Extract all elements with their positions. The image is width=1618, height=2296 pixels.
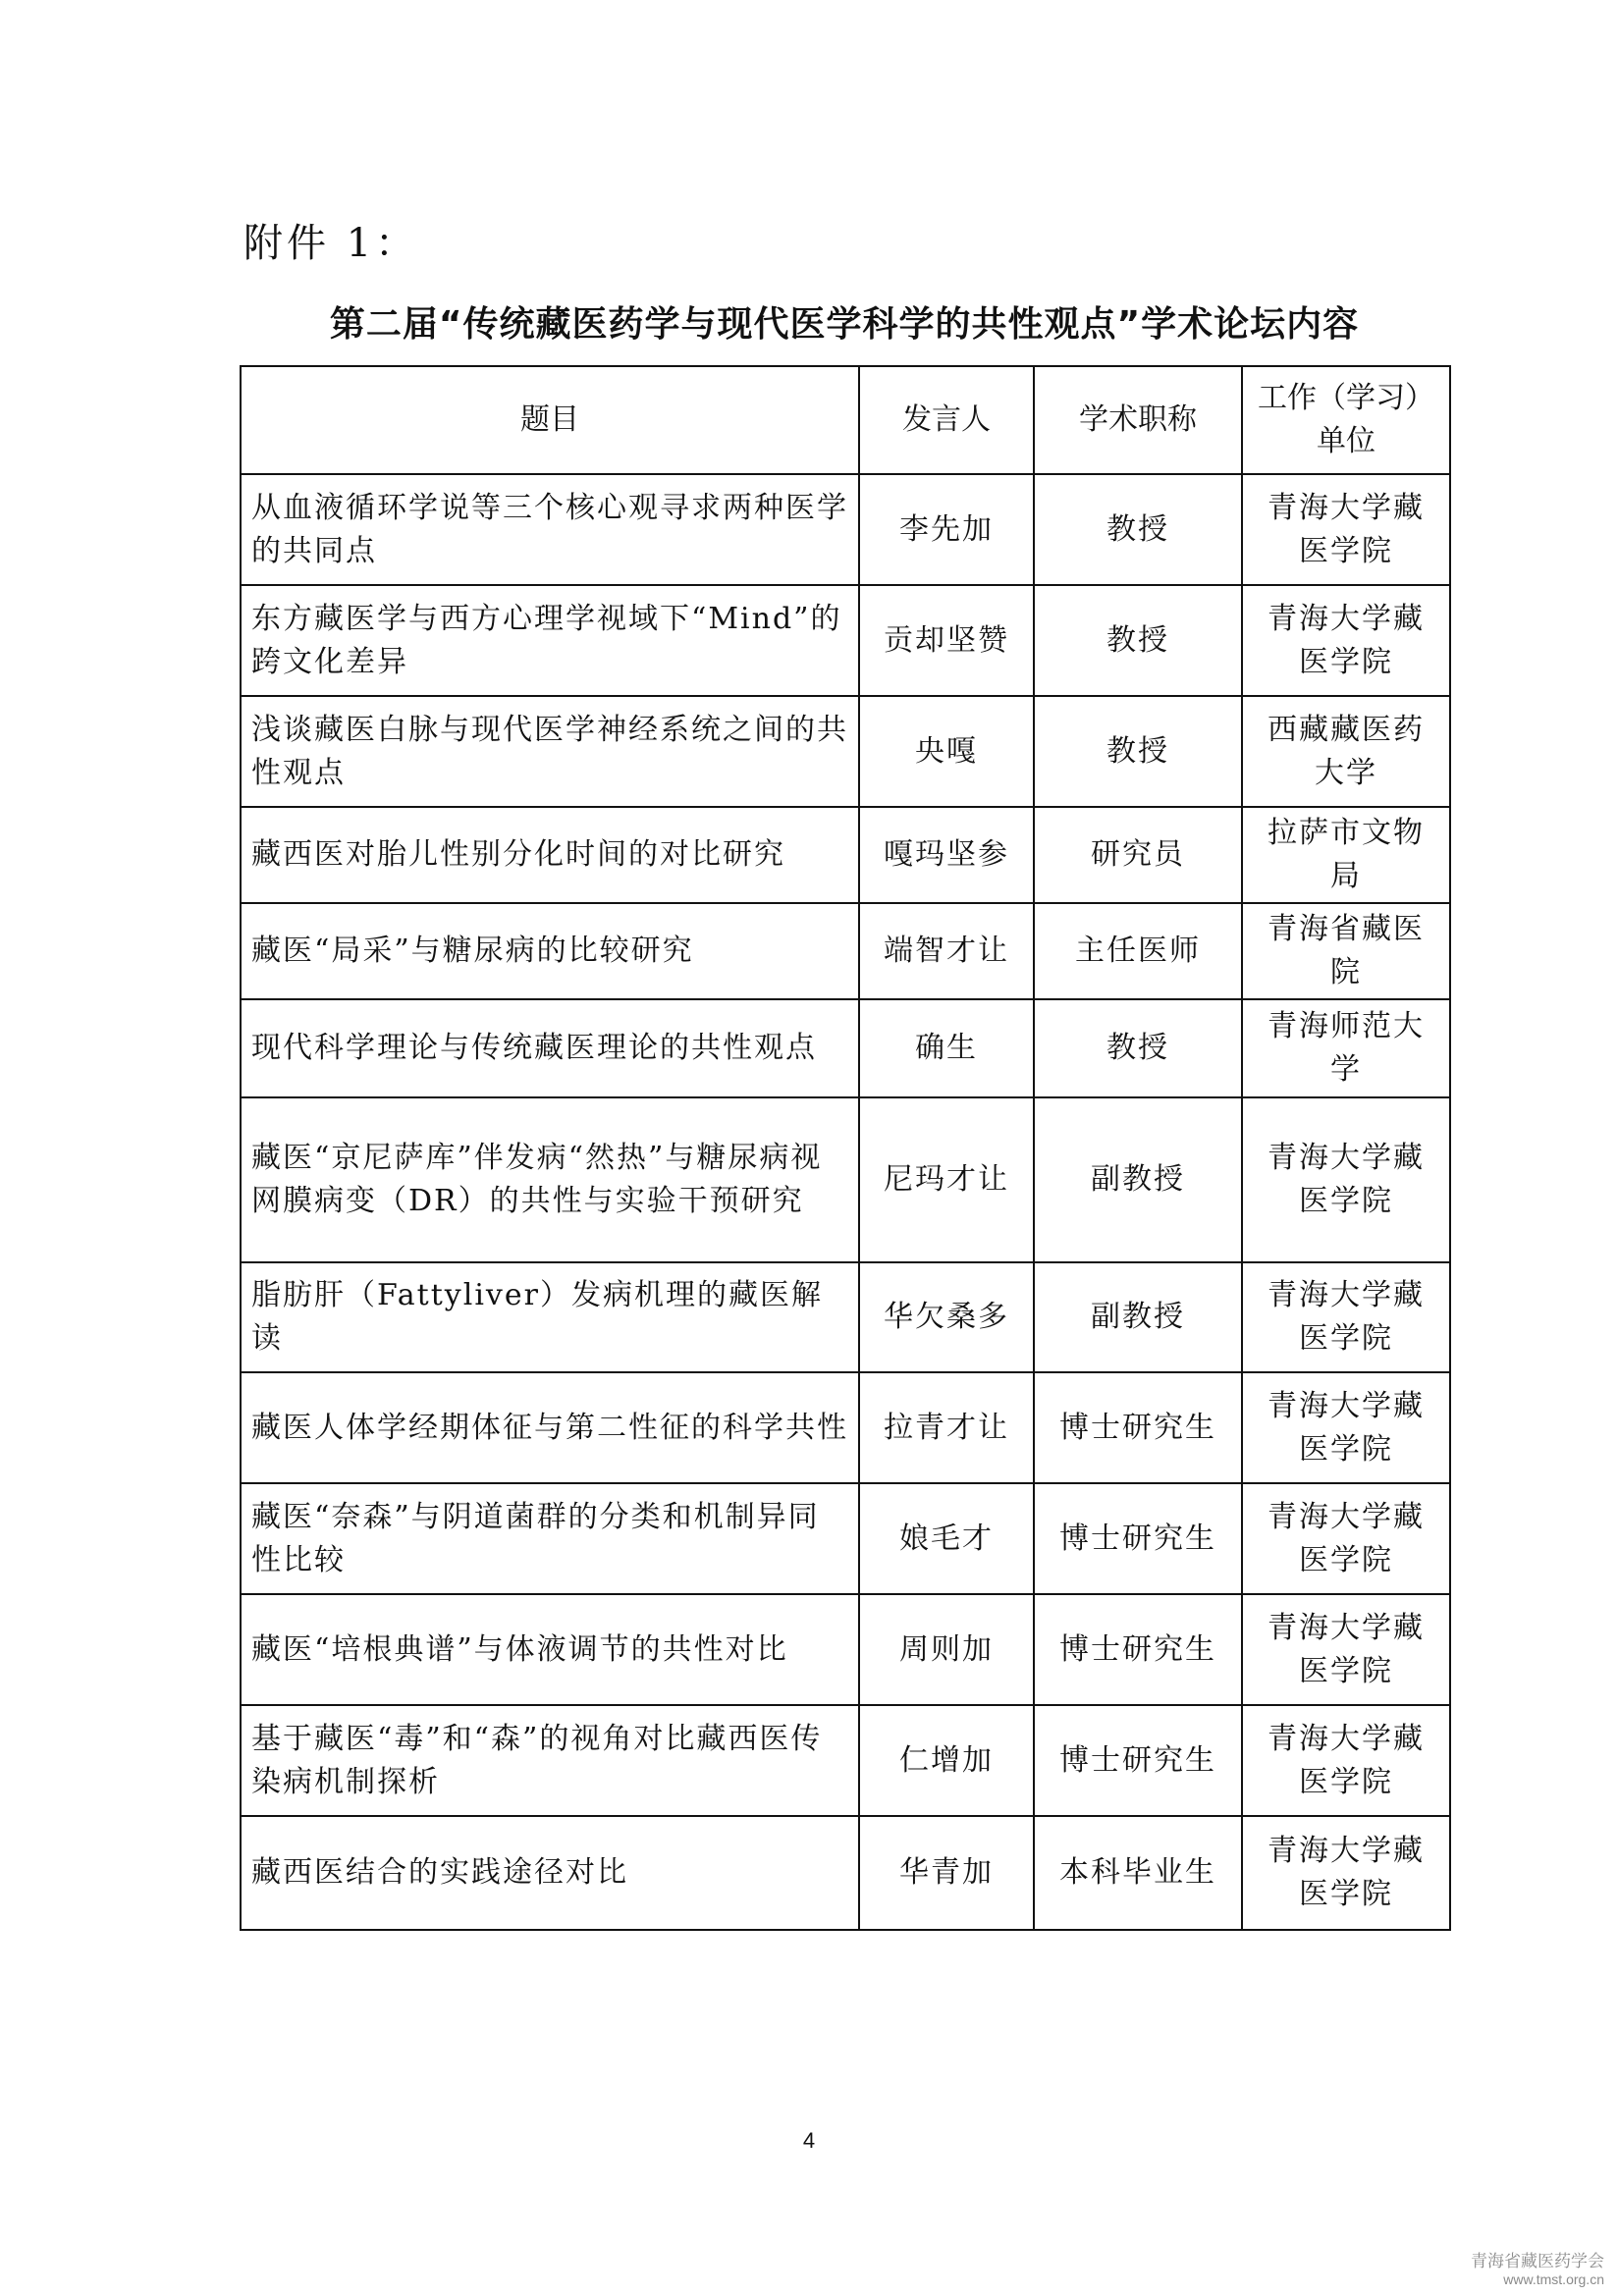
table-row <box>241 1816 1450 1930</box>
topic-cell: 藏医人体学经期体征与第二性征的科学共性 <box>241 1372 859 1483</box>
topic-cell: 藏医“京尼萨库”伴发病“然热”与糖尿病视网膜病变（DR）的共性与实验干预研究 <box>241 1097 859 1262</box>
speaker-cell: 周则加 <box>859 1594 1034 1705</box>
table-header-row <box>241 366 1450 474</box>
table-row <box>241 1705 1450 1816</box>
topic-cell: 从血液循环学说等三个核心观寻求两种医学的共同点 <box>241 474 859 585</box>
unit-cell: 青海大学藏医学院 <box>1242 1262 1450 1372</box>
topic-cell: 藏西医结合的实践途径对比 <box>241 1816 859 1930</box>
title-cell: 主任医师 <box>1034 903 1242 999</box>
table-row <box>241 1262 1450 1372</box>
header-title: 学术职称 <box>1034 366 1242 474</box>
speaker-cell: 娘毛才 <box>859 1483 1034 1594</box>
table-row <box>241 474 1450 585</box>
unit-cell: 青海大学藏医学院 <box>1242 474 1450 585</box>
topic-cell: 脂肪肝（Fattyliver）发病机理的藏医解读 <box>241 1262 859 1372</box>
document-title: 第二届“传统藏医药学与现代医学科学的共性观点”学术论坛内容 <box>329 304 1360 345</box>
title-cell: 博士研究生 <box>1034 1483 1242 1594</box>
unit-cell: 西藏藏医药大学 <box>1242 696 1450 807</box>
title-cell: 教授 <box>1034 696 1242 807</box>
unit-cell: 青海大学藏医学院 <box>1242 1816 1450 1930</box>
topic-cell: 浅谈藏医白脉与现代医学神经系统之间的共性观点 <box>241 696 859 807</box>
unit-cell: 青海大学藏医学院 <box>1242 1705 1450 1816</box>
speaker-cell: 央嘎 <box>859 696 1034 807</box>
unit-cell: 拉萨市文物局 <box>1242 807 1450 903</box>
unit-cell: 青海大学藏医学院 <box>1242 1372 1450 1483</box>
table-row <box>241 696 1450 807</box>
speaker-cell: 确生 <box>859 999 1034 1097</box>
title-cell: 副教授 <box>1034 1097 1242 1262</box>
table-row <box>241 1483 1450 1594</box>
speaker-cell: 尼玛才让 <box>859 1097 1034 1262</box>
speaker-cell: 李先加 <box>859 474 1034 585</box>
unit-cell: 青海大学藏医学院 <box>1242 1097 1450 1262</box>
speaker-cell: 拉青才让 <box>859 1372 1034 1483</box>
table-row <box>241 903 1450 999</box>
speaker-cell: 华青加 <box>859 1816 1034 1930</box>
speaker-cell: 嘎玛坚参 <box>859 807 1034 903</box>
attachment-label: 附件 1： <box>243 221 419 266</box>
header-speaker: 发言人 <box>859 366 1034 474</box>
title-cell: 博士研究生 <box>1034 1372 1242 1483</box>
title-cell: 教授 <box>1034 999 1242 1097</box>
title-cell: 博士研究生 <box>1034 1705 1242 1816</box>
topic-cell: 东方藏医学与西方心理学视域下“Mind”的跨文化差异 <box>241 585 859 696</box>
topic-cell: 藏西医对胎儿性别分化时间的对比研究 <box>241 807 859 903</box>
page-number: 4 <box>802 2128 816 2153</box>
title-cell: 教授 <box>1034 474 1242 585</box>
table-row <box>241 585 1450 696</box>
table-row <box>241 807 1450 903</box>
table-row <box>241 999 1450 1097</box>
speaker-cell: 贡却坚赞 <box>859 585 1034 696</box>
title-cell: 本科毕业生 <box>1034 1816 1242 1930</box>
topic-cell: 藏医“培根典谱”与体液调节的共性对比 <box>241 1594 859 1705</box>
watermark <box>1471 2253 1604 2288</box>
table-row <box>241 1097 1450 1262</box>
title-cell: 教授 <box>1034 585 1242 696</box>
table-row <box>241 1594 1450 1705</box>
watermark-url: www.tmst.org.cn <box>1503 2271 1604 2287</box>
speaker-cell: 华欠桑多 <box>859 1262 1034 1372</box>
topic-cell: 藏医“局采”与糖尿病的比较研究 <box>241 903 859 999</box>
title-cell: 博士研究生 <box>1034 1594 1242 1705</box>
forum-table <box>240 365 1451 1931</box>
table-row <box>241 1372 1450 1483</box>
topic-cell: 现代科学理论与传统藏医理论的共性观点 <box>241 999 859 1097</box>
header-unit: 工作（学习）单位 <box>1242 366 1450 474</box>
unit-cell: 青海大学藏医学院 <box>1242 1594 1450 1705</box>
unit-cell: 青海省藏医院 <box>1242 903 1450 999</box>
speaker-cell: 仁增加 <box>859 1705 1034 1816</box>
topic-cell: 藏医“奈森”与阴道菌群的分类和机制异同性比较 <box>241 1483 859 1594</box>
title-cell: 副教授 <box>1034 1262 1242 1372</box>
speaker-cell: 端智才让 <box>859 903 1034 999</box>
topic-cell: 基于藏医“毒”和“森”的视角对比藏西医传染病机制探析 <box>241 1705 859 1816</box>
unit-cell: 青海师范大学 <box>1242 999 1450 1097</box>
unit-cell: 青海大学藏医学院 <box>1242 585 1450 696</box>
title-cell: 研究员 <box>1034 807 1242 903</box>
header-topic: 题目 <box>241 366 859 474</box>
unit-cell: 青海大学藏医学院 <box>1242 1483 1450 1594</box>
watermark-name: 青海省藏医药学会 <box>1471 2252 1604 2270</box>
